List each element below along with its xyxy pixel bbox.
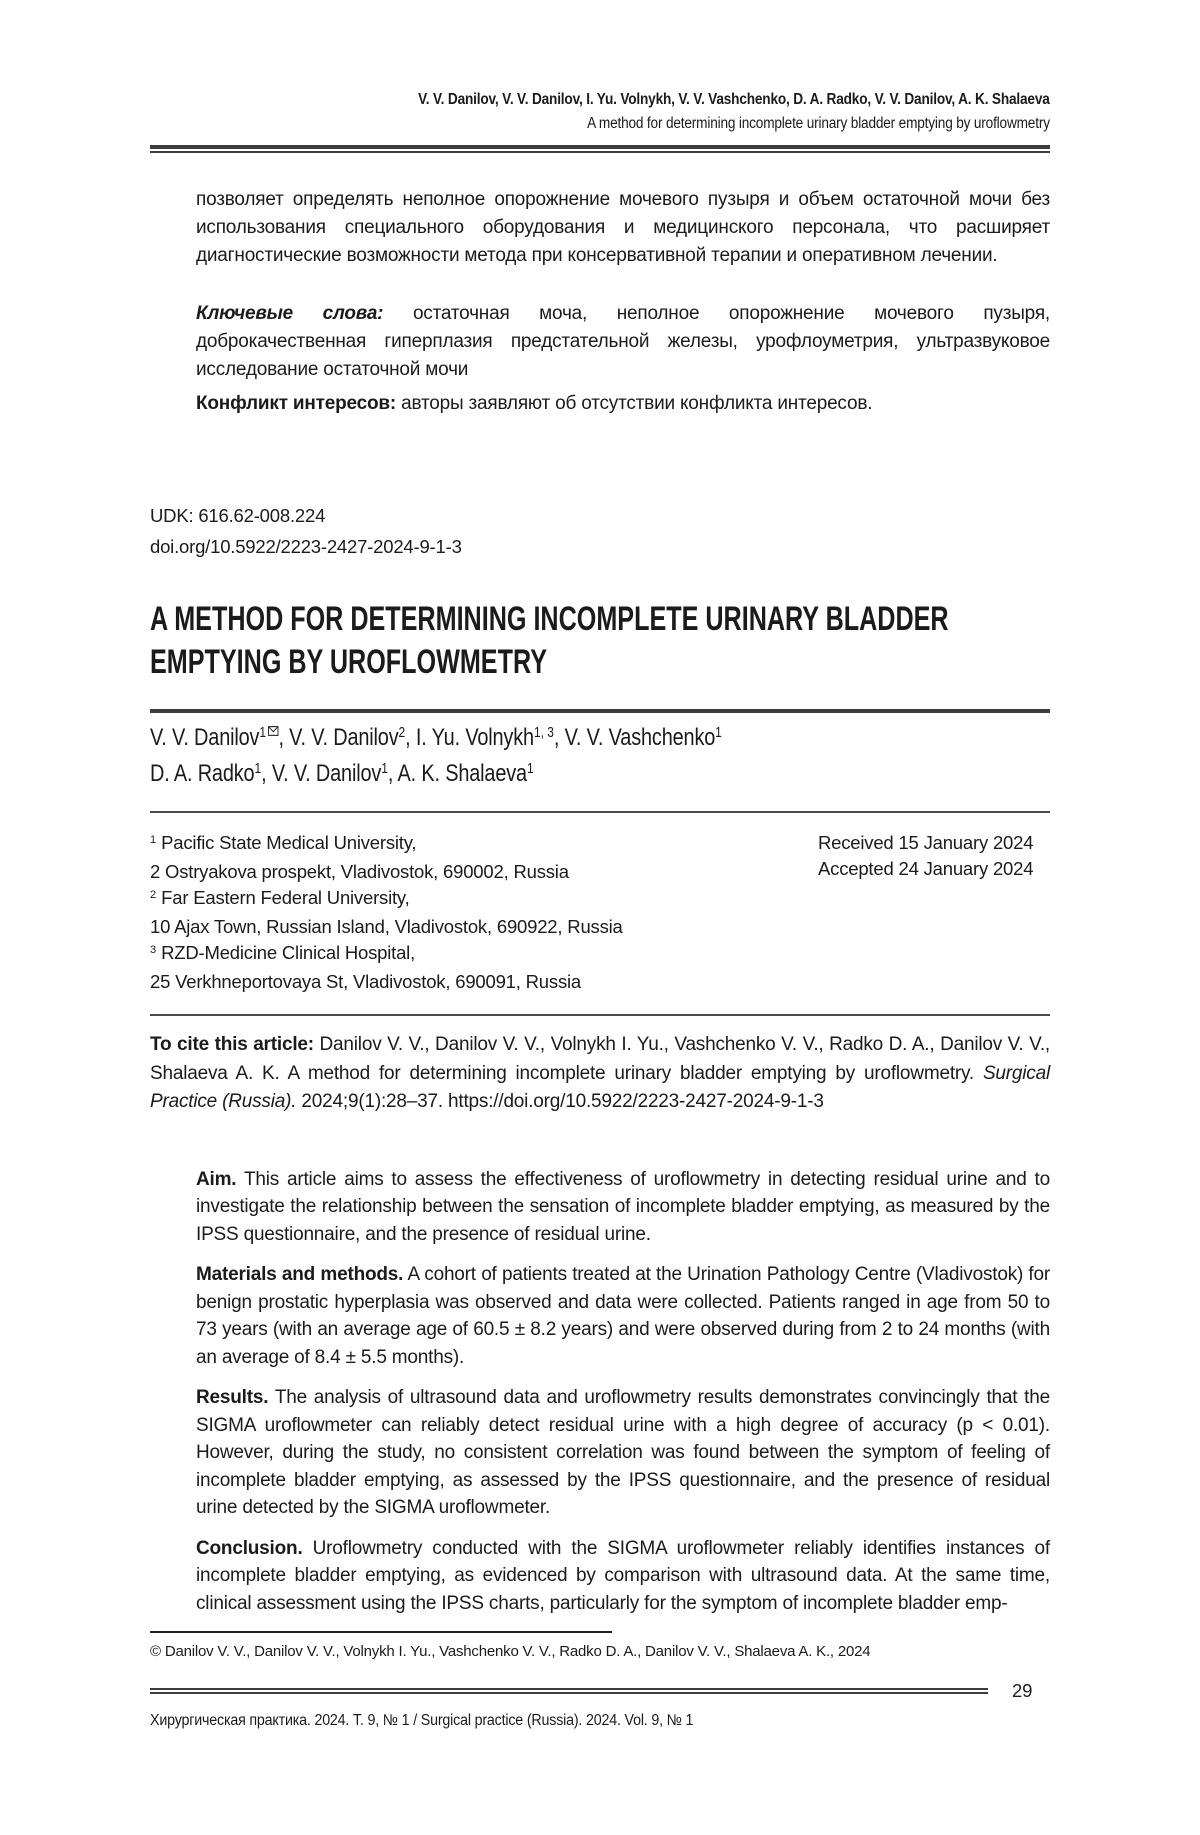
abstract-conclusion-paragraph [196, 1535, 1050, 1618]
running-head-authors-row [150, 88, 1050, 112]
running-head-subtitle: A method for determining incomplete urinary bladder emptying by uroflowmetry [587, 115, 1050, 132]
conclusion-text: Uroflowmetry conducted with the SIGMA uroflowmeter reliably identifies instances of incomplete bladder emptying, as evidenced by comparison with ultrasound data. At the same time, clinical assessment using the IPSS charts, particularly for the symptom of incomplete bladder emp- [196, 1537, 1050, 1614]
accepted-date: Accepted 24 January 2024 [818, 858, 1034, 879]
author-affiliation-sup: 1, 3 [533, 725, 554, 742]
affiliation-sup: 3 [150, 943, 157, 956]
conflict-label: Конфликт интересов: [196, 393, 397, 414]
affiliations-and-dates [150, 830, 1050, 995]
keywords-label: Ключевые слова: [196, 303, 384, 324]
page-number: 29 [1012, 1680, 1033, 1701]
abstract-continuation-paragraph: позволяет определять неполное опорожнение мочевого пузыря и объем остаточной мочи без использования специального оборудования и медицинского персонала, что расширяет диагностические возможности метода при консервативной терапии и оперативном лечении. [196, 189, 1050, 266]
citation-journal-name: Surgical Practice (Russia). [150, 1062, 1050, 1112]
affiliation-text: 25 Verkhneportovaya St, Vladivostok, 690091, Russia [150, 971, 581, 992]
udk-number: UDK: 616.62-008.224 [150, 505, 326, 526]
conflict-of-interest-paragraph [196, 390, 1050, 418]
article-title-row-1: A METHOD FOR DETERMINING INCOMPLETE URINARY BLADDER [150, 600, 949, 638]
affiliation-text: RZD-Medicine Clinical Hospital, [161, 942, 416, 963]
affiliation-line [150, 914, 623, 940]
author-affiliation-sup: 1 [381, 761, 388, 778]
footer-rule-row [150, 1682, 1050, 1700]
affiliation-line [150, 830, 623, 859]
identifiers-block [150, 500, 1050, 562]
results-text: The analysis of ultrasound data and uroflowmetry results demonstrates convincingly that the SIGMA uroflowmeter can reliably detect residual urine with a high degree of accuracy (p < 0.01). However, during the study, no consistent correlation was found between the symptom of feeling of incomplete bladder emptying, as assessed by the IPSS questionnaire, and the presence of residual urine detected by the SIGMA uroflowmeter. [196, 1387, 1050, 1518]
english-abstract [196, 1166, 1050, 1618]
running-head-authors: V. V. Danilov, V. V. Danilov, I. Yu. Volnykh, V. V. Vashchenko, D. A. Radko, V. V. Danilov, A. K. Shalaeva [418, 91, 1050, 108]
abstract-methods-paragraph [196, 1261, 1050, 1371]
footer-rule [150, 1688, 988, 1694]
author-name: , V. V. Danilov [261, 760, 382, 787]
author-name: , I. Yu. Volnykh [405, 724, 534, 751]
author-name: , V. V. Danilov [278, 724, 399, 751]
author-affiliation-sup: 1 [259, 725, 266, 742]
affiliation-text: Far Eastern Federal University, [161, 887, 410, 908]
copyright-line: © Danilov V. V., Danilov V. V., Volnykh I. Yu., Vashchenko V. V., Radko D. A., Danilov V. V., Shalaeva A. K., 2024 [150, 1643, 871, 1660]
author-affiliation-sup: 1 [715, 725, 722, 742]
affiliation-line [150, 859, 623, 885]
russian-abstract [196, 186, 1050, 418]
authors-block [150, 720, 1050, 792]
keywords-text: остаточная моча, неполное опорожнение мочевого пузыря, доброкачественная гиперплазия предстательной железы, урофлоуметрия, ультразвуковое исследование остаточной мочи [196, 303, 1050, 380]
abstract-aim-paragraph [196, 1166, 1050, 1249]
author-affiliation-sup: 1 [526, 761, 534, 778]
doi-link[interactable]: doi.org/10.5922/2223-2427-2024-9-1-3 [150, 536, 462, 557]
author-name: , A. K. Shalaeva [387, 760, 527, 787]
author-name: , V. V. Vashchenko [553, 724, 716, 751]
conclusion-label: Conclusion. [196, 1537, 303, 1559]
abstract-results-paragraph [196, 1384, 1050, 1522]
affiliation-text: 10 Ajax Town, Russian Island, Vladivostok, 690922, Russia [150, 916, 623, 937]
footnote-rule [150, 1631, 612, 1633]
methods-text: A cohort of patients treated at the Urination Pathology Centre (Vladivostok) for benign prostatic hyperplasia was observed and data were collected. Patients ranged in age from 50 to 73 years (with an average age of 60.5 ± 8.2 years) and were observed during from 2 to 24 months (with an average of 8.4 ± 5.5 months). [196, 1264, 1051, 1368]
article-title [150, 598, 1050, 684]
citation-label: To cite this article: [150, 1034, 314, 1055]
affiliation-line [150, 885, 623, 914]
author-name: V. V. Danilov [150, 724, 260, 751]
title-rule [150, 709, 1050, 713]
author-affiliation-sup: 2 [398, 725, 406, 742]
citation-authors-text: Danilov V. V., Danilov V. V., Volnykh I. Yu., Vashchenko V. V., Radko D. A., Danilov V. V., Shalaeva A. K. A method for determining incomplete urinary bladder emptying by uroflowmetry. [150, 1034, 1050, 1084]
affiliation-line [150, 969, 623, 995]
running-head [150, 88, 1050, 153]
authors-rule [150, 811, 1050, 813]
author-affiliation-sup: 1 [254, 761, 262, 778]
citation-doi-link[interactable]: https://doi.org/10.5922/2223-2427-2024-9-1-3 [448, 1091, 824, 1112]
affiliations-rule [150, 1014, 1050, 1016]
submission-dates [818, 830, 1050, 882]
conflict-text: авторы заявляют об отсутствии конфликта интересов. [401, 393, 873, 414]
affiliations-list [150, 830, 623, 995]
received-date: Received 15 January 2024 [818, 832, 1034, 853]
affiliation-line [150, 940, 623, 969]
affiliation-sup: 2 [150, 888, 157, 901]
author-name: D. A. Radko [150, 760, 255, 787]
authors-row-1 [150, 720, 1050, 756]
journal-line-row [150, 1706, 1050, 1736]
page-footer [150, 1682, 1050, 1736]
affiliation-text: 2 Ostryakova prospekt, Vladivostok, 690002, Russia [150, 861, 569, 882]
aim-text: This article aims to assess the effectiveness of uroflowmetry in detecting residual urine and to investigate the relationship between the sensation of incomplete bladder emptying, as measured by the IPSS questionnaire, and the presence of residual urine. [196, 1168, 1050, 1245]
article-title-row-2: EMPTYING BY UROFLOWMETRY [150, 643, 547, 681]
affiliation-text: Pacific State Medical University, [161, 832, 417, 853]
citation-volume-text: 2024;9(1):28–37. [296, 1091, 449, 1112]
journal-line: Хирургическая практика. 2024. Т. 9, № 1 / Surgical practice (Russia). 2024. Vol. 9, № 1 [150, 1712, 694, 1729]
citation-paragraph [150, 1031, 1050, 1117]
keywords-paragraph [196, 300, 1050, 384]
methods-label: Materials and methods. [196, 1264, 404, 1285]
results-label: Results. [196, 1387, 269, 1408]
affiliation-sup: 1 [150, 833, 157, 846]
envelope-icon [268, 726, 279, 736]
aim-label: Aim. [196, 1168, 237, 1190]
running-head-subtitle-row [150, 112, 1050, 136]
header-rule [150, 145, 1050, 153]
authors-row-2 [150, 756, 1050, 792]
